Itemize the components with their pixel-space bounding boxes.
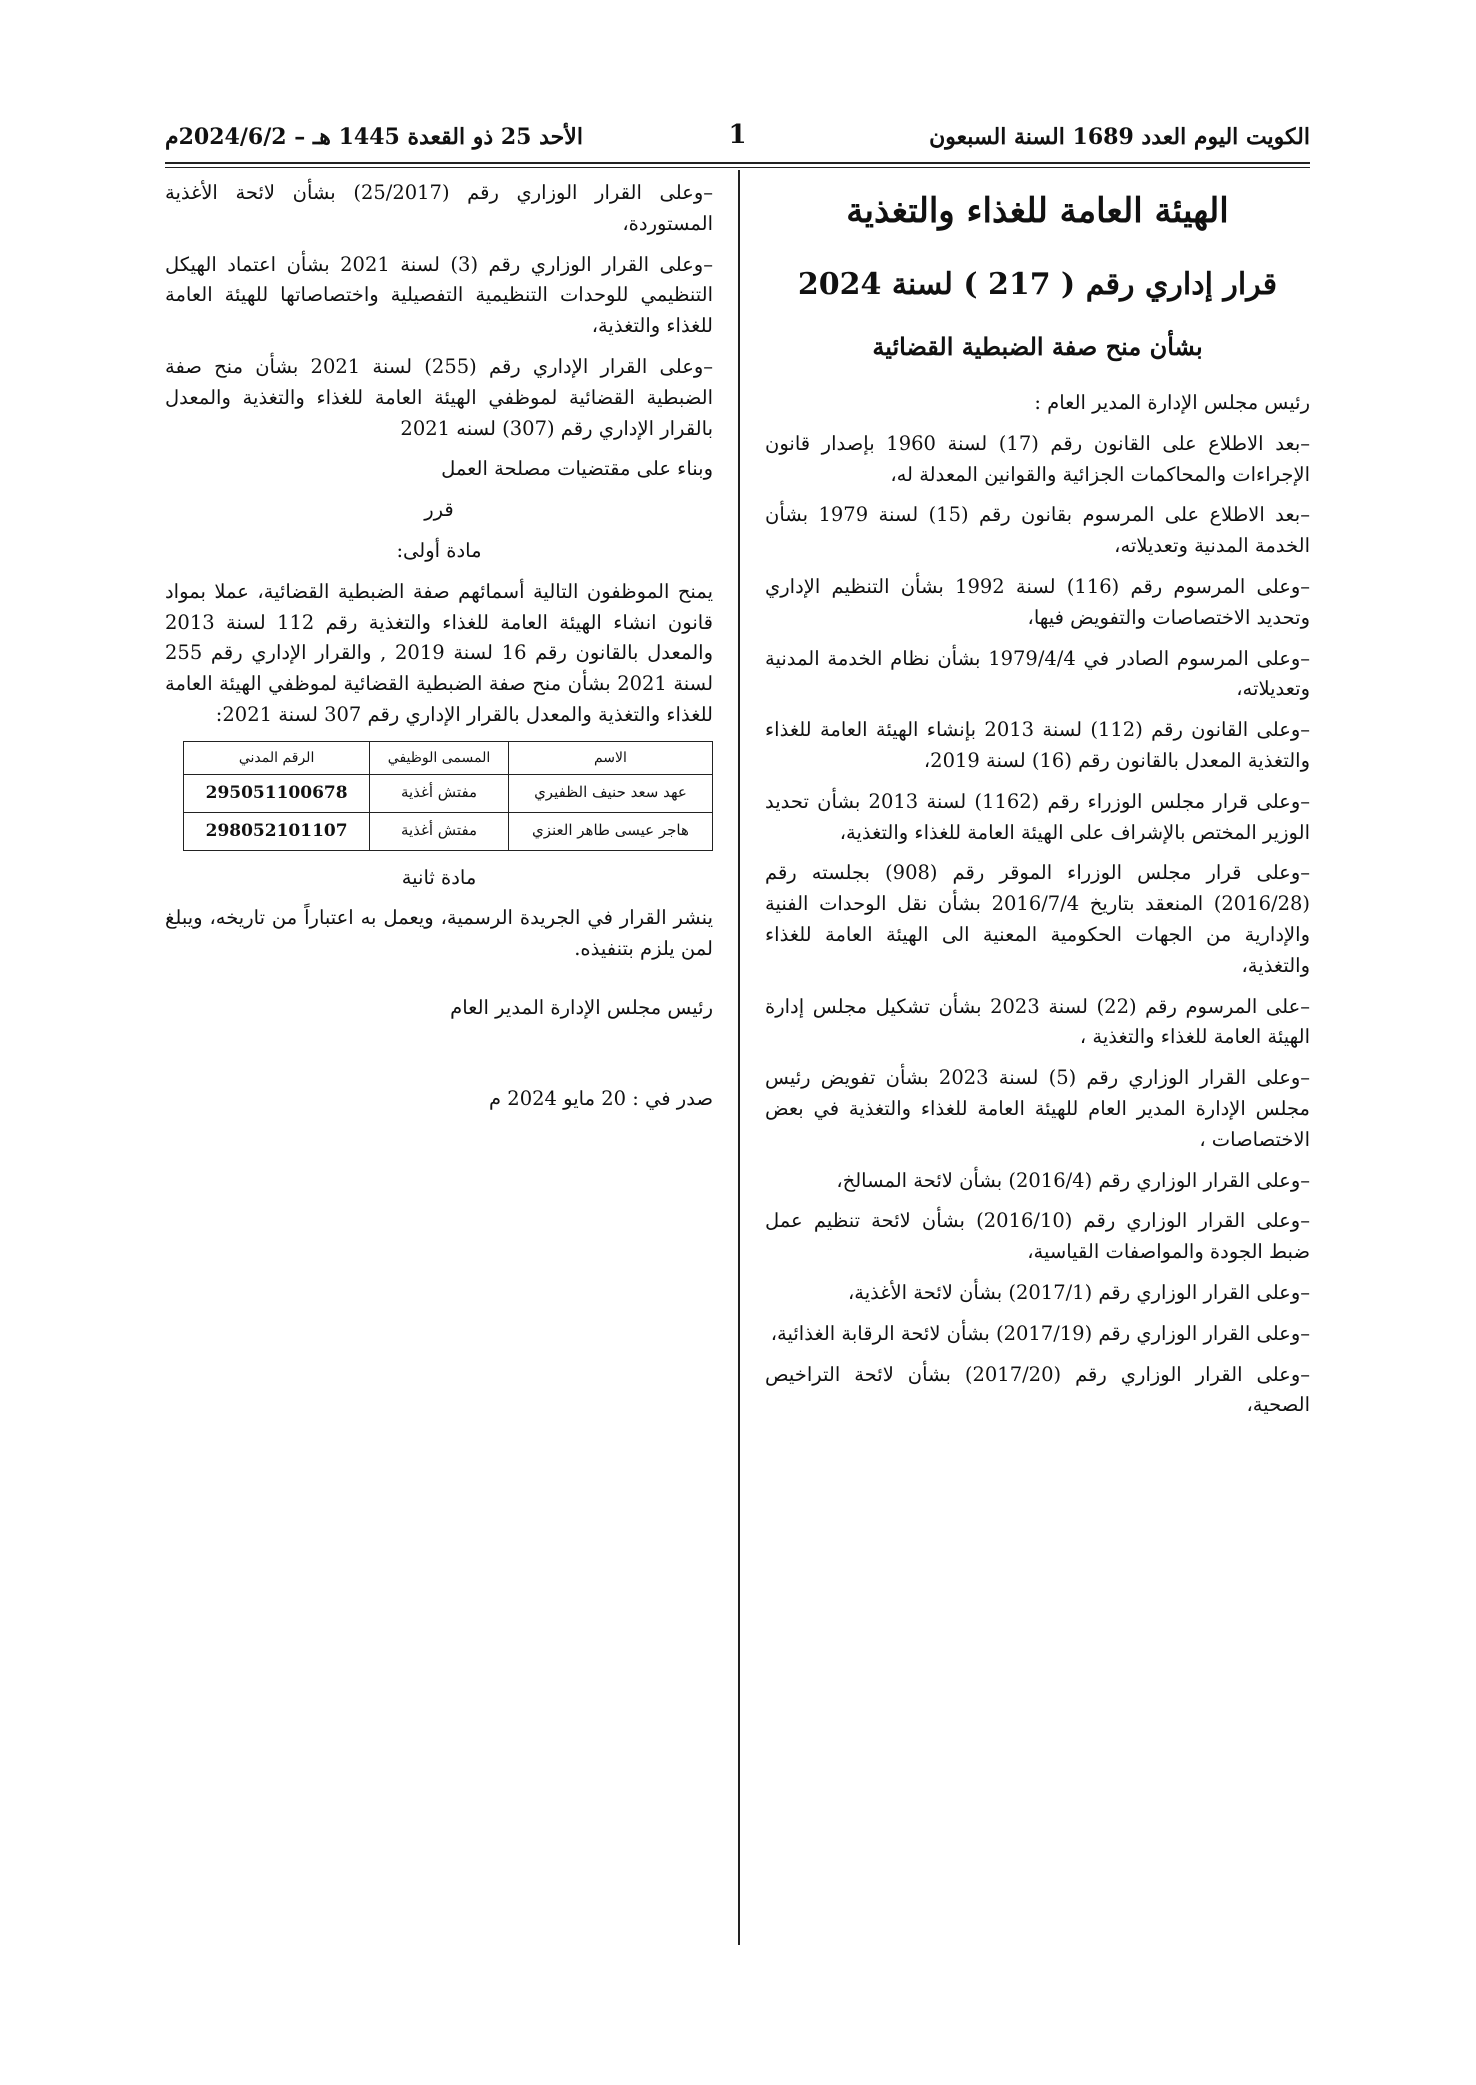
issue-date: الأحد 25 ذو القعدة 1445 هـ – 2024/6/2م xyxy=(165,124,583,150)
article-2-text: ينشر القرار في الجريدة الرسمية، ويعمل به اعتباراً من تاريخه، ويبلغ لمن يلزم بتنفيذه. xyxy=(165,906,713,961)
cell-civil-id: 298052101107 xyxy=(184,812,370,850)
preamble-paragraph: –وعلى قرار مجلس الوزراء رقم (1162) لسنة 2013 بشأن تحديد الوزير المختص بالإشراف على الهيئة العامة للغذاء والتغذية، xyxy=(765,789,1310,844)
table-header-row xyxy=(184,741,713,774)
preamble-paragraph: –وعلى القرار الوزاري رقم (2017/1) بشأن لائحة الأغذية، xyxy=(847,1280,1310,1304)
preamble-paragraph: –وعلى القرار الوزاري رقم (3) لسنة 2021 بشأن اعتماد الهيكل التنظيمي للوحدات التنظيمية التفصيلية واختصاصاتها للهيئة العامة للغذاء والتغذية، xyxy=(165,252,713,338)
cell-job-title: مفتش أغذية xyxy=(370,774,509,812)
preamble-paragraph: –وعلى قرار مجلس الوزراء الموقر رقم (908) بجلسته رقم (2016/28) المنعقد بتاريخ 2016/7/4 بشأن نقل الوحدات الفنية والإدارية من الجهات الحكومية المعنية الى الهيئة العامة للغذاء والتغذية، xyxy=(765,861,1310,977)
right-column xyxy=(765,185,1310,1431)
left-column xyxy=(165,178,713,1125)
article-1-title: مادة أولى: xyxy=(396,538,482,562)
preamble-paragraph: –وعلى القرار الوزاري رقم (2017/20) بشأن لائحة التراخيص الصحية، xyxy=(765,1362,1310,1417)
authority-title: الهيئة العامة للغذاء والتغذية xyxy=(846,191,1229,231)
column-header-job-title: المسمى الوظيفي xyxy=(370,741,509,774)
cell-job-title: مفتش أغذية xyxy=(370,812,509,850)
preamble-paragraph: –على المرسوم رقم (22) لسنة 2023 بشأن تشكيل مجلس إدارة الهيئة العامة للغذاء والتغذية ، xyxy=(765,994,1310,1049)
preamble-paragraph: –وعلى القرار الوزاري رقم (2016/10) بشأن لائحة تنظيم عمل ضبط الجودة والمواصفات القياسية، xyxy=(765,1209,1310,1264)
preamble-paragraph: وبناء على مقتضيات مصلحة العمل xyxy=(441,457,713,481)
header-rule-thin xyxy=(165,167,1310,168)
preamble-paragraph: –بعد الاطلاع على القانون رقم (17) لسنة 1960 بإصدار قانون الإجراءات والمحاكمات الجزائية والقوانين المعدلة له، xyxy=(765,431,1311,486)
column-divider xyxy=(738,170,740,1945)
decision-number: قرار إداري رقم ( 217 ) لسنة 2024 xyxy=(797,266,1278,302)
preamble-paragraph: –وعلى القرار الإداري رقم (255) لسنة 2021 بشأن منح صفة الضبطية القضائية لموظفي الهيئة العامة للغذاء والتغذية والمعدل بالقرار الإداري رقم (307) لسنه 2021 xyxy=(165,354,714,440)
preamble-paragraph: –وعلى القرار الوزاري رقم (25/2017) بشأن لائحة الأغذية المستوردة، xyxy=(165,181,713,235)
preamble-paragraph: –بعد الاطلاع على المرسوم بقانون رقم (15) لسنة 1979 بشأن الخدمة المدنية وتعديلاته، xyxy=(765,503,1310,558)
preamble-paragraph: –وعلى المرسوم رقم (116) لسنة 1992 بشأن التنظيم الإداري وتحديد الاختصاصات والتفويض فيها، xyxy=(765,575,1310,629)
cell-name: عهد سعد حنيف الظفيري xyxy=(508,774,712,812)
issue-date-line: صدر في : 20 مايو 2024 م xyxy=(489,1086,713,1110)
cell-civil-id: 295051100678 xyxy=(184,774,370,812)
decision-subject: بشأن منح صفة الضبطية القضائية xyxy=(872,332,1203,362)
decided-heading: قرر xyxy=(424,498,454,522)
issuer-intro: رئيس مجلس الإدارة المدير العام : xyxy=(1034,391,1310,415)
preamble-paragraph: –وعلى المرسوم الصادر في 1979/4/4 بشأن نظام الخدمة المدنية وتعديلاته، xyxy=(765,646,1310,701)
preamble-paragraph: –وعلى القرار الوزاري رقم (2016/4) بشأن لائحة المسالخ، xyxy=(836,1168,1310,1192)
article-1-text: يمنح الموظفون التالية أسمائهم صفة الضبطية القضائية، عملا بمواد قانون انشاء الهيئة العامة للغذاء والتغذية رقم 112 لسنة 2013 والمعدل بالقانون رقم 16 لسنة 2019 , والقرار الإداري رقم 255 لسنة 2021 بشأن منح صفة الضبطية القضائية لموظفي الهيئة العامة للغذاء والتغذية والمعدل بالقرار الإداري رقم 307 لسنة 2021: xyxy=(165,579,714,726)
column-header-civil-id: الرقم المدني xyxy=(184,741,370,774)
table-row xyxy=(184,812,713,850)
preamble-paragraph: –وعلى القرار الوزاري رقم (2017/19) بشأن لائحة الرقابة الغذائية، xyxy=(770,1321,1310,1345)
preamble-paragraph: –وعلى القانون رقم (112) لسنة 2013 بإنشاء الهيئة العامة للغذاء والتغذية المعدل بالقانون رقم (16) لسنة 2019، xyxy=(765,718,1311,772)
table-row xyxy=(184,774,713,812)
page-number: 1 xyxy=(728,120,747,150)
page-header xyxy=(165,118,1310,162)
signature-line: رئيس مجلس الإدارة المدير العام xyxy=(450,995,713,1019)
gazette-issue-info: الكويت اليوم العدد 1689 السنة السبعون xyxy=(929,124,1310,150)
article-2-title: مادة ثانية xyxy=(401,865,477,889)
employees-table xyxy=(183,741,713,851)
header-rule xyxy=(165,162,1310,164)
preamble-paragraph: –وعلى القرار الوزاري رقم (5) لسنة 2023 بشأن تفويض رئيس مجلس الإدارة المدير العام للهيئة العامة للغذاء والتغذية في بعض الاختصاصات ، xyxy=(765,1066,1311,1151)
column-header-name: الاسم xyxy=(508,741,712,774)
cell-name: هاجر عيسى طاهر العنزي xyxy=(508,812,712,850)
